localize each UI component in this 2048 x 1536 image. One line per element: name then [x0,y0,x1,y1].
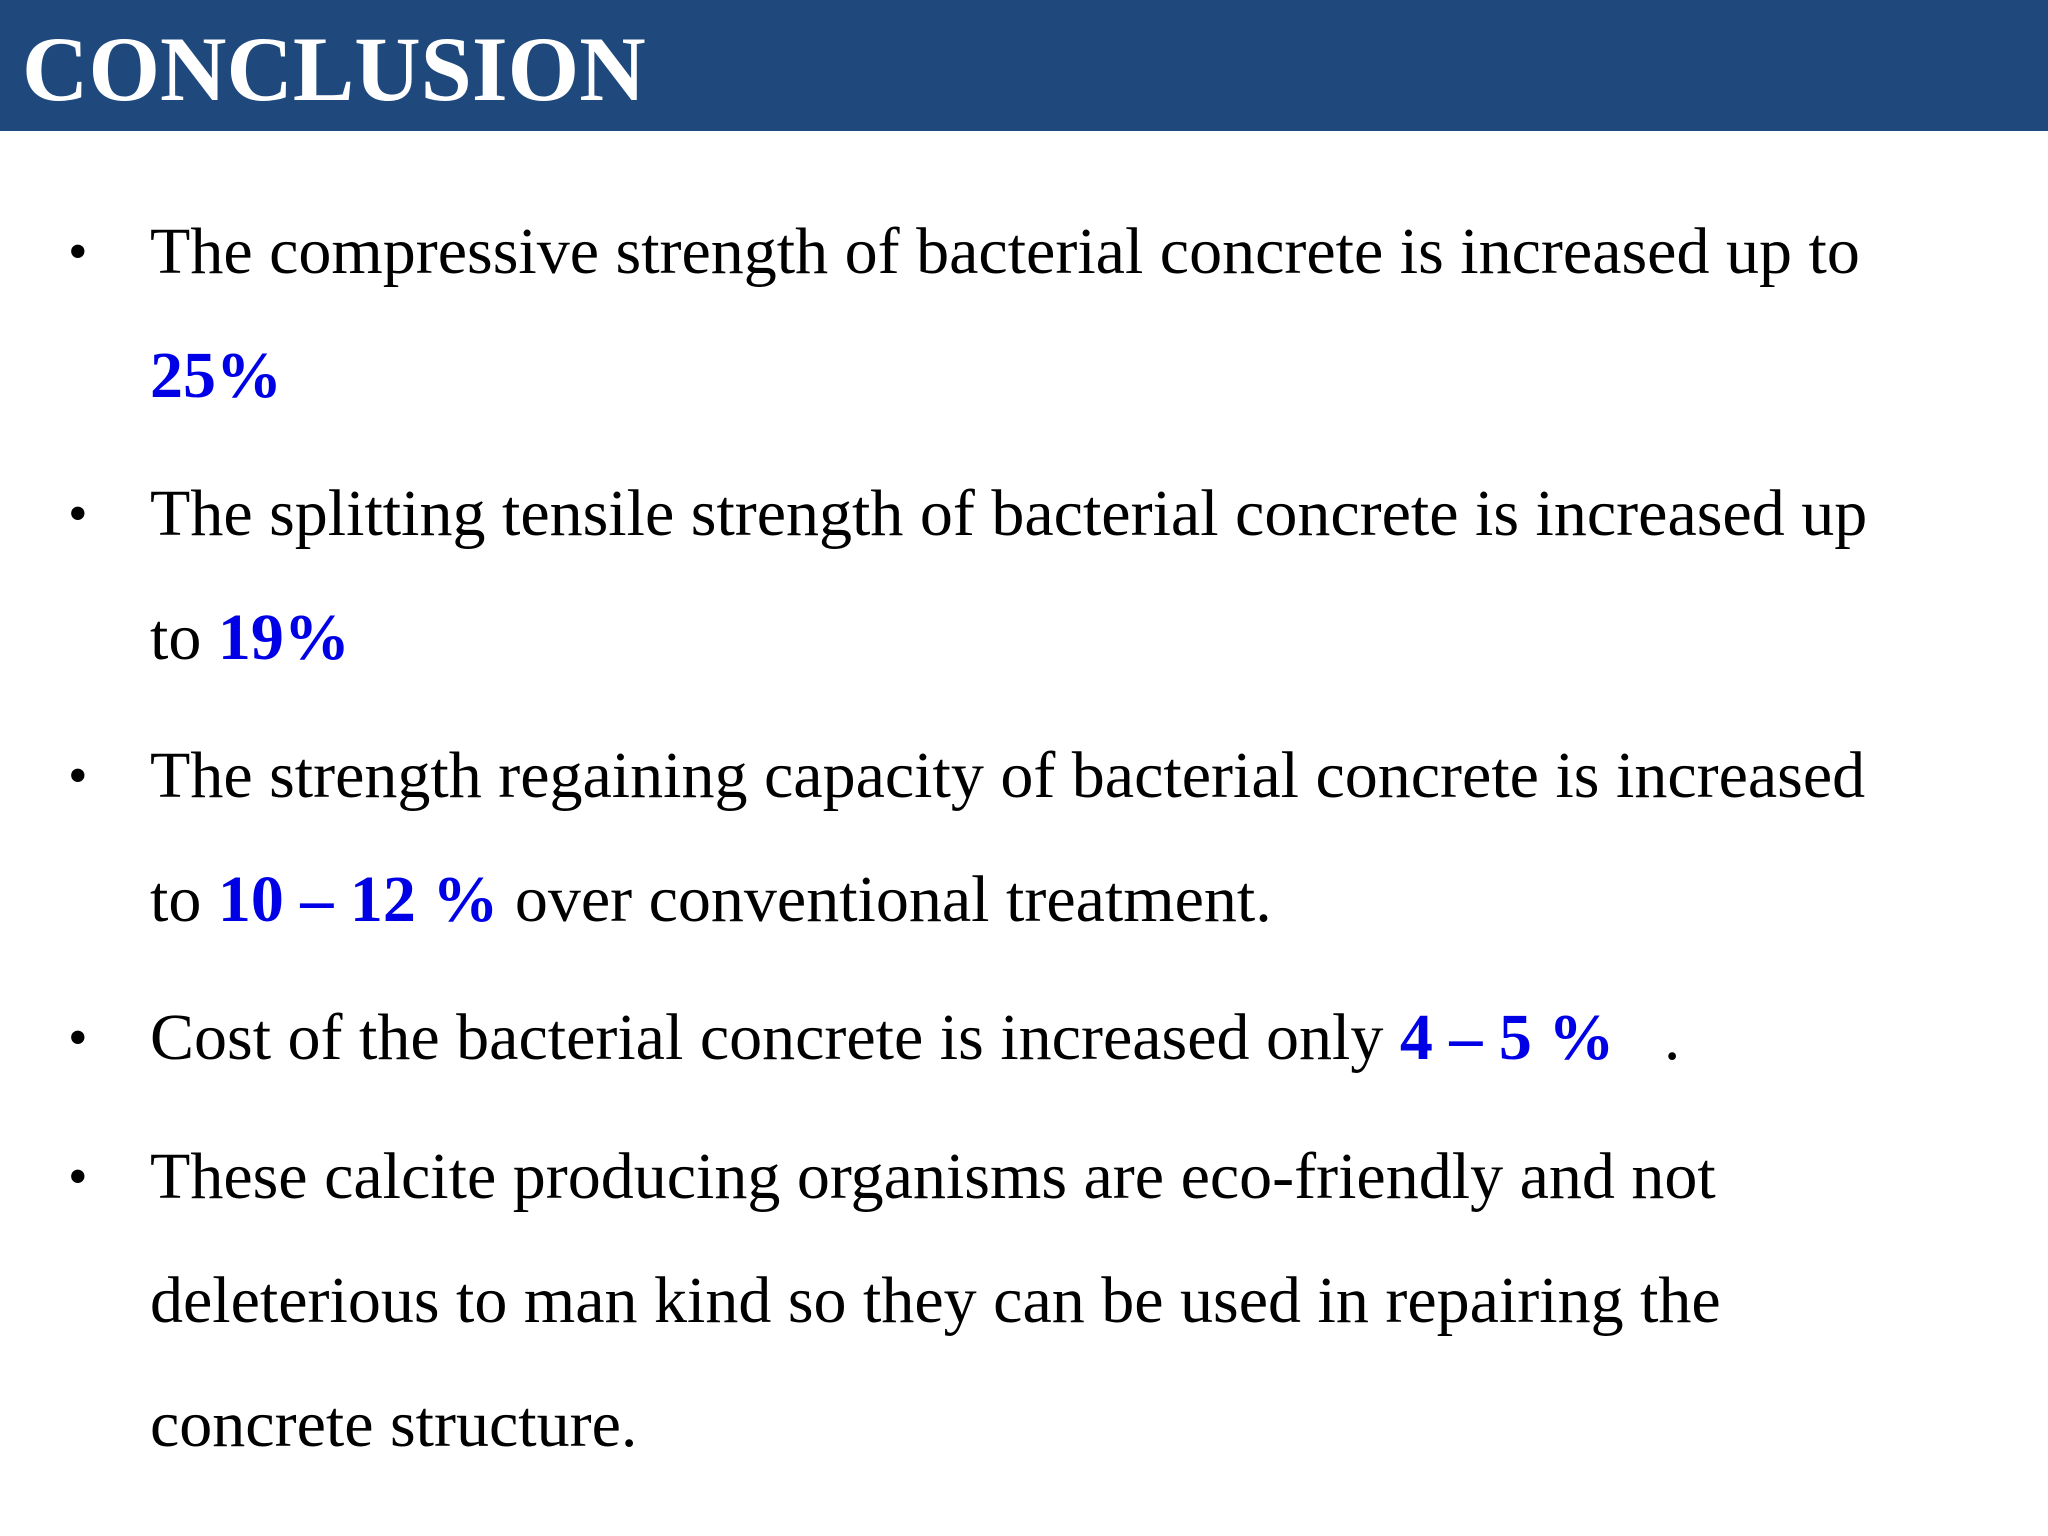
highlight-value: 19% [217,601,350,674]
bullet-line [150,976,1980,1100]
highlight-value: 10 – 12 % [217,863,499,936]
bullet-line-prefix: Cost of the bacterial concrete is increased only [150,1001,1400,1074]
bullet-line: The strength regaining capacity of bacterial concrete is increased [150,739,1866,812]
bullet-text [150,714,1980,962]
bullet-line: These calcite producing organisms are eco-friendly and not [150,1140,1716,1213]
bullet-icon: • [68,745,88,807]
bullet-line: deleterious to man kind so they can be used in repairing the [150,1264,1721,1337]
bullet-line [150,314,1980,438]
bullet-line: The compressive strength of bacterial concrete is increased up to [150,215,1860,288]
bullet-line-prefix: to [150,863,218,936]
bullet-line-prefix: to [150,601,218,674]
bullet-line [150,576,1980,700]
title-bar [0,0,2048,131]
bullet-text [150,452,1980,700]
bullet-line [150,838,1980,962]
bullet-icon: • [68,221,88,283]
bullet-text [150,190,1980,438]
bullet-icon: • [68,483,88,545]
slide-title: CONCLUSION [22,18,646,120]
bullet-text [150,976,1980,1100]
bullet-line: The splitting tensile strength of bacterial concrete is increased up [150,477,1868,550]
bullet-icon: • [68,1007,88,1069]
bullet-text [150,1115,1980,1487]
bullet-line-suffix: over conventional treatment. [498,863,1272,936]
bullet-line-suffix: . [1614,1001,1681,1074]
bullet-line: concrete structure. [150,1388,638,1461]
highlight-value: 25% [150,339,282,412]
highlight-value: 4 – 5 % [1399,1001,1615,1074]
bullet-icon: • [68,1146,88,1208]
